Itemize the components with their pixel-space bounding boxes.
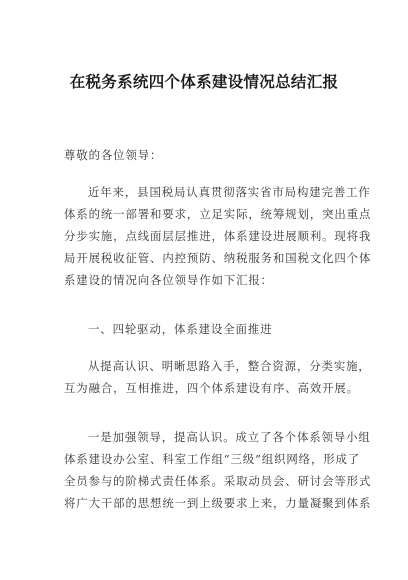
paragraph-line: 将广大干部的思想统一到上级要求上来，力量凝聚到体系 (64, 496, 372, 510)
paragraph-line: 全员参与的阶梯式责任体系。采取动员会、研讨会等形式 (64, 474, 372, 488)
paragraph-line: 互为融合，互相推进，四个体系建设有序、高效开展。 (64, 381, 359, 395)
document-title: 在税务系统四个体系建设情况总结汇报 (69, 72, 339, 91)
paragraph-line: 系建设的情况向各位领导作如下汇报： (64, 273, 273, 287)
section-heading: 一、四轮驱动，体系建设全面推进 (88, 322, 273, 336)
paragraph-line: 体系的统一部署和要求，立足实际，统筹规划，突出重点 (64, 207, 372, 221)
paragraph-line: 体系建设办公室、科室工作组“三级”组织网络，形成了 (64, 452, 361, 466)
paragraph-line: 一是加强领导，提高认识。成立了各个体系领导小组 (88, 430, 371, 444)
paragraph-line: 从提高认识、明晰思路入手，整合资源，分类实施， (88, 359, 371, 373)
paragraph-line: 分步实施，点线面层层推进，体系建设进展顺利。现将我 (64, 229, 372, 243)
paragraph-line: 近年来，县国税局认真贯彻落实省市局构建完善工作 (88, 185, 371, 199)
paragraph-line: 局开展税收征管、内控预防、纳税服务和国税文化四个体 (64, 251, 372, 265)
salutation: 尊敬的各位领导： (64, 148, 163, 162)
